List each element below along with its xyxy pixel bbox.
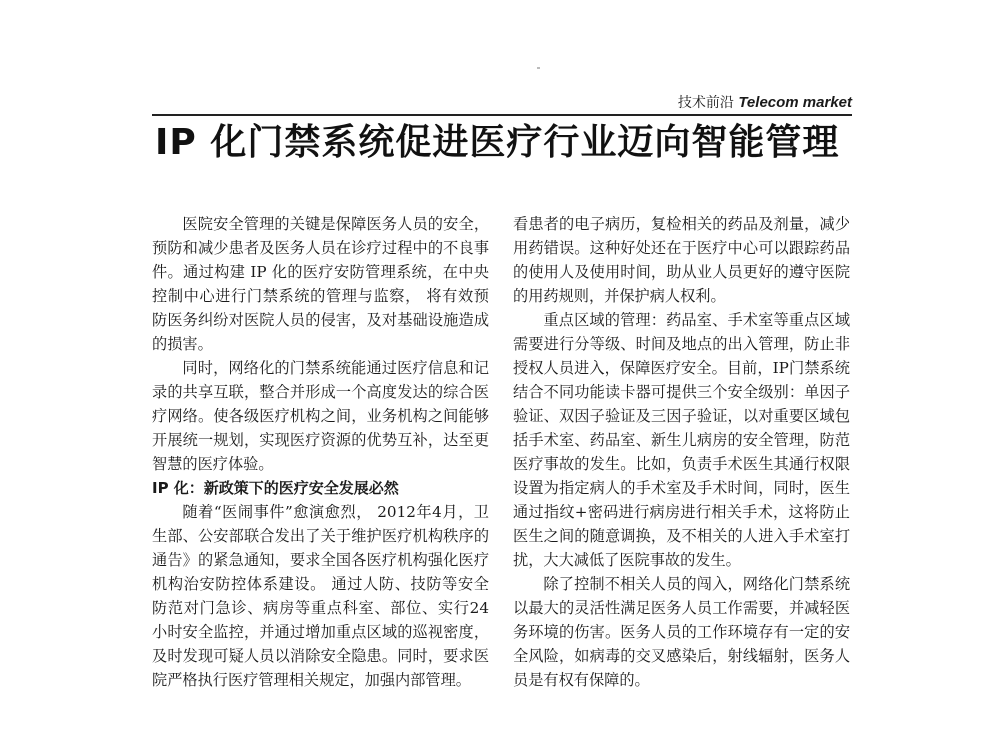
right-column (513, 212, 850, 735)
paragraph: 除了控制不相关人员的闯入，网络化门禁系统以最大的灵活性满足医务人员工作需要，并减轻医务环境的伤害。医务人员的工作环境存有一定的安全风险，如病毒的交叉感染后，射线辐射，医务人员是有权有保障的。 (513, 575, 850, 689)
section-header (620, 92, 852, 114)
article-title: IP 化门禁系统促进医疗行业迈向智能管理 (155, 122, 840, 163)
paragraph: 重点区域的管理：药品室、手术室等重点区域需要进行分等级、时间及地点的出入管理，防止非授权人员进入，保障医疗安全。目前，IP门禁系统结合不同功能读卡器可提供三个安全级别：单因子验证、双因子验证及三因子验证，以对重要区域包括手术室、药品室、新生儿病房的安全管理，防范医疗事故的发生。比如，负责手术医生其通行权限设置为指定病人的手术室及手术时间，同时，医生通过指纹+密码进行病房进行相关手术，这将防止医生之间的随意调换，及不相关的人进入手术室打扰，大大减低了医院事故的发生。 (513, 311, 850, 569)
left-column (152, 212, 489, 735)
header-rule (152, 114, 852, 116)
paragraph: 随着“医闹事件”愈演愈烈， 2012年4月，卫生部、公安部联合发出了关于维护医疗机构秩序的通告》的紧急通知，要求全国各医疗机构强化医疗机构治安防控体系建设。 通过人防、技防等安全防范对门急诊、病房等重点科室、部位、实行24 小时安全监控，并通过增加重点区域的巡视密度，及时发现可疑人员以消除安全隐患。同时，要求医院严格执行医疗管理相关规定，加强内部管理。 (152, 503, 489, 689)
scan-speck (537, 67, 540, 69)
paragraph: 医院安全管理的关键是保障医务人员的安全，预防和减少患者及医务人员在诊疗过程中的不良事件。通过构建 IP 化的医疗安防管理系统，在中央控制中心进行门禁系统的管理与监察， 将有效预防医务纠纷对医院人员的侵害，及对基础设施造成的损害。 (152, 215, 489, 353)
paragraph: 看患者的电子病历，复检相关的药品及剂量，减少用药错误。这种好处还在于医疗中心可以跟踪药品的使用人及使用时间，助从业人员更好的遵守医院的用药规则，并保护病人权利。 (513, 215, 850, 305)
section-heading: IP 化：新政策下的医疗安全发展必然 (152, 479, 399, 497)
paragraph: 同时，网络化的门禁系统能通过医疗信息和记录的共享互联，整合并形成一个高度发达的综合医疗网络。使各级医疗机构之间，业务机构之间能够开展统一规划，实现医疗资源的优势互补，达至更智慧的医疗体验。 (152, 359, 489, 473)
section-label-en: Telecom market (738, 94, 852, 111)
section-label-cn: 技术前沿 (677, 95, 734, 111)
